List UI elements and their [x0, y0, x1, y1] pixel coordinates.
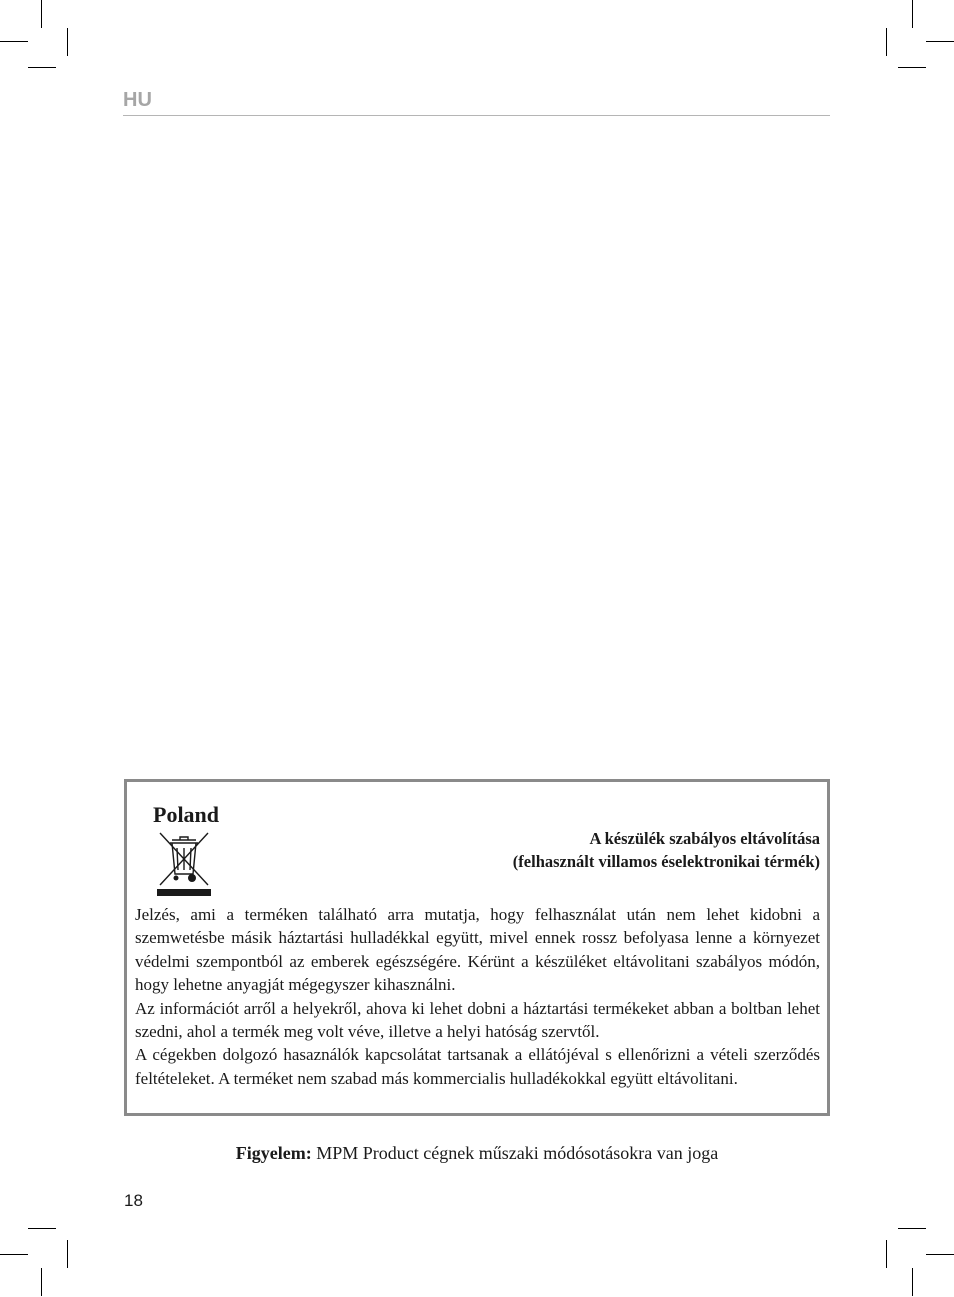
crop-mark: [28, 1228, 56, 1229]
footer-note-label: Figyelem:: [235, 1143, 312, 1163]
notice-paragraph: A cégekben dolgozó hasaználók kapcsolátat tartsanak a ellátójéval s ellenőrizni a vételi szerződés feltételeket. A terméket nem szabad más kommercialis hulladékokkal együtt eltávolitani.: [135, 1045, 820, 1088]
crop-mark: [67, 28, 68, 56]
crop-mark: [926, 41, 954, 42]
crop-mark: [0, 41, 28, 42]
crossed-out-wheelie-bin-icon: [156, 830, 212, 898]
page-number: 18: [124, 1191, 143, 1210]
crop-mark: [67, 1240, 68, 1268]
crop-mark: [898, 67, 926, 68]
language-code: HU: [123, 89, 152, 111]
crop-mark: [886, 28, 887, 56]
disposal-notice-box: [124, 779, 830, 1116]
footer-note-text: MPM Product cégnek műszaki módósotásokra van joga: [311, 1143, 719, 1163]
crop-mark: [912, 1268, 913, 1296]
notice-body: [135, 903, 820, 1090]
footer-note: [0, 1143, 954, 1164]
crop-mark: [41, 1268, 42, 1296]
header-divider: [123, 115, 830, 116]
crop-mark: [926, 1254, 954, 1255]
country-label: Poland: [153, 802, 220, 827]
notice-heading: [513, 827, 820, 873]
notice-paragraph: Az információt arről a helyekről, ahova ki lehet dobni a háztartási termékeket abban a boltban lehet szedni, ahol a termék meg volt véve, illetve a helyi hatóság szervtől.: [135, 998, 820, 1042]
notice-heading-line1: A készülék szabályos eltávolítása: [589, 829, 820, 848]
crop-mark: [0, 1254, 28, 1255]
notice-heading-line2: (felhasznált villamos éselektronikai térmék): [512, 852, 820, 871]
crop-mark: [28, 67, 56, 68]
crop-mark: [912, 0, 913, 28]
crop-mark: [886, 1240, 887, 1268]
crop-mark: [41, 0, 42, 28]
crop-mark: [898, 1228, 926, 1229]
notice-paragraph: Jelzés, ami a terméken található arra mutatja, hogy felhasználat után nem lehet kidobni a szemwetésbe másik háztartási hulladékkal együtt, mivel ennek rossz befolyasa lenne a környezet védelmi szempontból az emberek egészségére. Kérünt a készüléket eltávolitani szabályos módón, hogy lehetne anyagját mégegyszer kihasználni.: [135, 905, 820, 995]
